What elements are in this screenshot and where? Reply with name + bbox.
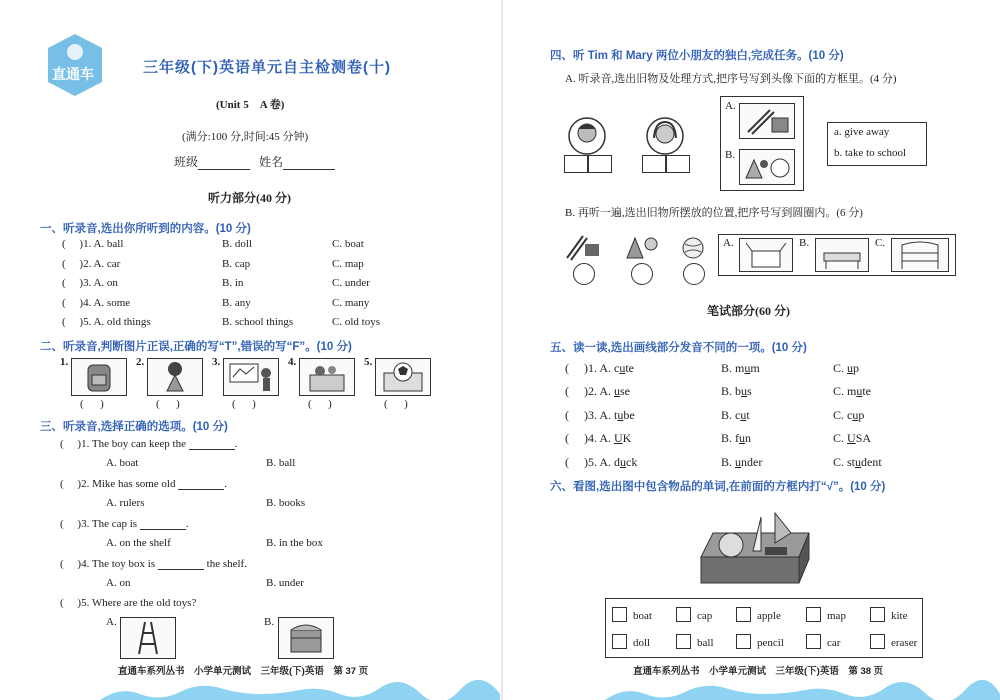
checkbox-label: doll bbox=[633, 637, 651, 649]
checklist-item[interactable] bbox=[806, 634, 840, 649]
checkbox-label: cap bbox=[697, 610, 713, 622]
question-3: ( )3. The cap is . bbox=[60, 518, 189, 530]
section5-heading: 五、读一读,选出画线部分发音不同的一项。(10 分) bbox=[550, 342, 807, 354]
unit-subtitle: (Unit 5 A 卷) bbox=[216, 99, 285, 111]
answer-paren[interactable]: ( bbox=[565, 431, 584, 445]
map-board-icon bbox=[223, 358, 279, 396]
section3-heading: 三、听录音,选择正确的选项。(10 分) bbox=[40, 421, 228, 433]
location-label-b: B. bbox=[799, 237, 810, 249]
list-item: ( )1. A. ball bbox=[62, 238, 124, 250]
section4-partB: B. 再听一遍,选出旧物所摆放的位置,把序号写到圆圈内。(6 分) bbox=[565, 207, 863, 219]
option-c: C. under bbox=[332, 277, 370, 289]
answer-paren[interactable]: ( ) bbox=[80, 398, 104, 410]
option-a: A. on bbox=[106, 577, 131, 589]
locations-panel bbox=[718, 234, 956, 276]
option-b: B. under bbox=[266, 577, 304, 589]
wave-decoration bbox=[100, 678, 500, 700]
option-a bbox=[565, 408, 635, 423]
checkbox-label: eraser bbox=[891, 637, 918, 649]
word-part: n bbox=[745, 431, 751, 445]
checklist-item[interactable] bbox=[806, 607, 846, 622]
option-a: A. rulers bbox=[106, 497, 145, 509]
underlined-letter: u bbox=[617, 408, 624, 422]
word-part: B. c bbox=[721, 408, 741, 422]
answer-paren[interactable]: ( ) bbox=[308, 398, 332, 410]
word-part: B. f bbox=[721, 431, 739, 445]
section4-heading: 四、听 Tim 和 Mary 两位小朋友的独白,完成任务。(10 分) bbox=[550, 50, 844, 62]
pic-number: 4. bbox=[288, 356, 297, 368]
option-b bbox=[721, 384, 752, 399]
option-c: C. boat bbox=[332, 238, 364, 250]
pic-number: 3. bbox=[212, 356, 221, 368]
option-b bbox=[721, 361, 760, 376]
underlined-letter: u bbox=[852, 408, 859, 422]
answer-paren[interactable]: ( ) bbox=[156, 398, 180, 410]
item-label-b: B. bbox=[725, 149, 736, 161]
options-panel bbox=[827, 122, 927, 166]
underlined-letter: u bbox=[740, 408, 747, 422]
checkbox[interactable] bbox=[870, 607, 885, 622]
question-4: ( )4. The toy box is the shelf. bbox=[60, 558, 247, 570]
school-things-icon bbox=[563, 232, 603, 262]
option-a: A. boat bbox=[106, 457, 139, 469]
checkbox[interactable] bbox=[806, 634, 821, 649]
option-c: C. map bbox=[332, 258, 364, 270]
location-label-a: A. bbox=[723, 237, 734, 249]
pic-number: 2. bbox=[136, 356, 145, 368]
option-c: C. many bbox=[332, 297, 370, 309]
option-c bbox=[833, 455, 882, 470]
question-1: ( )1. The boy can keep the . bbox=[60, 438, 238, 450]
list-item: ( )5. A. old things bbox=[62, 316, 151, 328]
answer-box[interactable] bbox=[666, 155, 690, 173]
option-b: B. any bbox=[222, 297, 251, 309]
underlined-letter: U bbox=[614, 431, 623, 445]
checklist-item[interactable] bbox=[736, 607, 781, 622]
word-part: m bbox=[750, 361, 760, 375]
option-c: C. old toys bbox=[332, 316, 380, 328]
checkbox[interactable] bbox=[612, 634, 627, 649]
list-item: ( )3. A. on bbox=[62, 277, 118, 289]
section1-heading: 一、听录音,选出你所听到的内容。(10 分) bbox=[40, 223, 251, 235]
answer-paren[interactable]: ( ) bbox=[384, 398, 408, 410]
backpack-icon bbox=[71, 358, 127, 396]
checkbox[interactable] bbox=[736, 634, 751, 649]
page-footer: 直通车系列丛书 小学单元测试 三年级(下)英语 第 37 页 bbox=[118, 666, 369, 677]
word-part: C. bbox=[833, 431, 848, 445]
checkbox[interactable] bbox=[806, 607, 821, 622]
word-part: )3. A. t bbox=[584, 408, 618, 422]
answer-circle[interactable] bbox=[631, 263, 653, 285]
logo-text: 直通车 bbox=[52, 67, 94, 83]
checklist-item[interactable] bbox=[870, 607, 908, 622]
option-b: B. bbox=[264, 616, 275, 628]
option-give-away: a. give away bbox=[834, 126, 890, 138]
section2-heading: 二、听录音,判断图片正误,正确的写“T”,错误的写“F”。(10 分) bbox=[40, 341, 352, 353]
toys-icon bbox=[739, 149, 795, 185]
right-page bbox=[505, 0, 1000, 700]
checklist-item[interactable] bbox=[676, 634, 714, 649]
checkbox[interactable] bbox=[676, 607, 691, 622]
checklist-item[interactable] bbox=[870, 634, 917, 649]
name-label: 姓名 bbox=[259, 155, 284, 169]
wave-decoration bbox=[605, 678, 1000, 700]
option-b bbox=[721, 431, 751, 446]
answer-box[interactable] bbox=[588, 155, 612, 173]
word-part: p bbox=[858, 408, 865, 422]
shelf-icon bbox=[891, 238, 949, 272]
option-a: A. bbox=[106, 616, 117, 628]
underlined-letter: u bbox=[847, 361, 854, 375]
underlined-letter: U bbox=[847, 431, 856, 445]
ladder-shelf-icon bbox=[120, 617, 176, 659]
items-panel bbox=[720, 96, 804, 191]
underlined-letter: u bbox=[620, 455, 626, 469]
ball-icon bbox=[681, 236, 705, 260]
word-part: C. bbox=[833, 361, 848, 375]
word-part: C. c bbox=[833, 408, 853, 422]
word-part: ck bbox=[626, 455, 638, 469]
pic-number: 5. bbox=[364, 356, 373, 368]
underlined-letter: u bbox=[739, 431, 745, 445]
word-part: C. m bbox=[833, 384, 857, 398]
option-a bbox=[565, 361, 634, 376]
ball-box-icon bbox=[375, 358, 431, 396]
word-part: t bbox=[746, 408, 750, 422]
checkbox-label: apple bbox=[757, 610, 781, 622]
list-item: ( )4. A. some bbox=[62, 297, 131, 309]
toy-chest-icon bbox=[278, 617, 334, 659]
class-name-line bbox=[174, 153, 335, 170]
checkbox-label: boat bbox=[633, 610, 652, 622]
pic-number: 1. bbox=[60, 356, 69, 368]
word-checklist bbox=[605, 598, 923, 658]
option-b: B. in the box bbox=[266, 537, 323, 549]
section4-partA: A. 听录音,选出旧物及处理方式,把序号写到头像下面的方框里。(4 分) bbox=[565, 73, 897, 85]
underlined-letter: u bbox=[744, 361, 751, 375]
page-title: 三年级(下)英语单元自主检测卷(十) bbox=[143, 59, 391, 76]
toys-icon bbox=[621, 230, 661, 262]
option-c bbox=[833, 384, 871, 399]
checkbox-label: pencil bbox=[757, 637, 784, 649]
logo-badge bbox=[40, 30, 110, 100]
girl-icon bbox=[147, 358, 203, 396]
option-take-to-school: b. take to school bbox=[834, 147, 907, 159]
checkbox-label: car bbox=[827, 637, 841, 649]
checklist-item[interactable] bbox=[736, 634, 784, 649]
checklist-item[interactable] bbox=[612, 634, 650, 649]
answer-circle[interactable] bbox=[683, 263, 705, 285]
section6-heading: 六、看图,选出图中包含物品的单词,在前面的方框内打“√”。(10 分) bbox=[550, 481, 886, 493]
option-c bbox=[833, 361, 859, 376]
answer-circle[interactable] bbox=[573, 263, 595, 285]
option-a bbox=[565, 384, 630, 399]
class-blank[interactable] bbox=[198, 157, 250, 170]
word-part: )5. A. d bbox=[584, 455, 620, 469]
written-heading: 笔试部分(60 分) bbox=[707, 304, 790, 318]
option-b bbox=[721, 455, 762, 470]
answer-paren[interactable]: ( bbox=[565, 361, 584, 375]
item-label-a: A. bbox=[725, 100, 736, 112]
answer-paren[interactable]: ( ) bbox=[232, 398, 256, 410]
box-icon bbox=[739, 238, 793, 272]
word-part: )1. A. c bbox=[584, 361, 620, 375]
answer-paren[interactable]: ( bbox=[565, 384, 584, 398]
word-part: SA bbox=[855, 431, 872, 445]
bed-icon bbox=[815, 238, 869, 272]
option-b: B. cap bbox=[222, 258, 251, 270]
word-part: se bbox=[620, 384, 630, 398]
question-5: ( )5. Where are the old toys? bbox=[60, 597, 197, 609]
option-b: B. school things bbox=[222, 316, 294, 328]
checkbox[interactable] bbox=[736, 607, 751, 622]
checkbox-label: ball bbox=[697, 637, 714, 649]
score-time: (满分:100 分,时间:45 分钟) bbox=[182, 131, 309, 143]
page-divider bbox=[501, 0, 503, 700]
option-c bbox=[833, 408, 864, 423]
option-b: B. ball bbox=[266, 457, 296, 469]
word-part: nder bbox=[741, 455, 763, 469]
option-b: B. doll bbox=[222, 238, 252, 250]
toy-box-icon bbox=[299, 358, 355, 396]
option-a: A. on the shelf bbox=[106, 537, 171, 549]
class-label: 班级 bbox=[174, 155, 199, 169]
underlined-letter: u bbox=[619, 361, 626, 375]
page-footer: 直通车系列丛书 小学单元测试 三年级(下)英语 第 38 页 bbox=[633, 666, 884, 677]
list-item: ( )2. A. car bbox=[62, 258, 121, 270]
answer-box[interactable] bbox=[564, 155, 588, 173]
question-2: ( )2. Mike has some old . bbox=[60, 478, 227, 490]
word-part: )2. A. bbox=[584, 384, 614, 398]
checkbox[interactable] bbox=[676, 634, 691, 649]
underlined-letter: u bbox=[614, 384, 620, 398]
answer-paren[interactable]: ( bbox=[565, 455, 584, 469]
answer-box[interactable] bbox=[642, 155, 666, 173]
checkbox[interactable] bbox=[612, 607, 627, 622]
word-part: s bbox=[747, 384, 752, 398]
option-b: B. in bbox=[222, 277, 244, 289]
word-part: B. bbox=[721, 455, 736, 469]
room-illustration bbox=[695, 503, 815, 589]
word-part: B. b bbox=[721, 384, 742, 398]
underlined-letter: u bbox=[855, 455, 862, 469]
option-b: B. books bbox=[266, 497, 306, 509]
option-b bbox=[721, 408, 750, 423]
word-part: )4. A. bbox=[584, 431, 614, 445]
word-part: te bbox=[862, 384, 872, 398]
word-part: te bbox=[625, 361, 634, 375]
answer-paren[interactable]: ( bbox=[565, 408, 584, 422]
word-part: be bbox=[623, 408, 635, 422]
word-part: p bbox=[853, 361, 860, 375]
listening-heading: 听力部分(40 分) bbox=[208, 191, 291, 205]
underlined-letter: u bbox=[741, 384, 748, 398]
word-part: K bbox=[622, 431, 632, 445]
checkbox[interactable] bbox=[870, 634, 885, 649]
name-blank[interactable] bbox=[283, 157, 335, 170]
word-part: dent bbox=[861, 455, 882, 469]
word-part: B. m bbox=[721, 361, 745, 375]
underlined-letter: u bbox=[856, 384, 863, 398]
checklist-item[interactable] bbox=[612, 607, 652, 622]
checkbox-label: kite bbox=[891, 610, 908, 622]
word-part: C. st bbox=[833, 455, 856, 469]
checkbox-label: map bbox=[827, 610, 846, 622]
option-c bbox=[833, 431, 871, 446]
location-label-c: C. bbox=[875, 237, 886, 249]
option-a bbox=[565, 455, 637, 470]
boy-avatar-icon bbox=[567, 116, 607, 156]
school-things-icon bbox=[739, 103, 795, 139]
underlined-letter: u bbox=[735, 455, 742, 469]
checklist-item[interactable] bbox=[676, 607, 712, 622]
option-a bbox=[565, 431, 631, 446]
girl-avatar-icon bbox=[645, 116, 685, 156]
